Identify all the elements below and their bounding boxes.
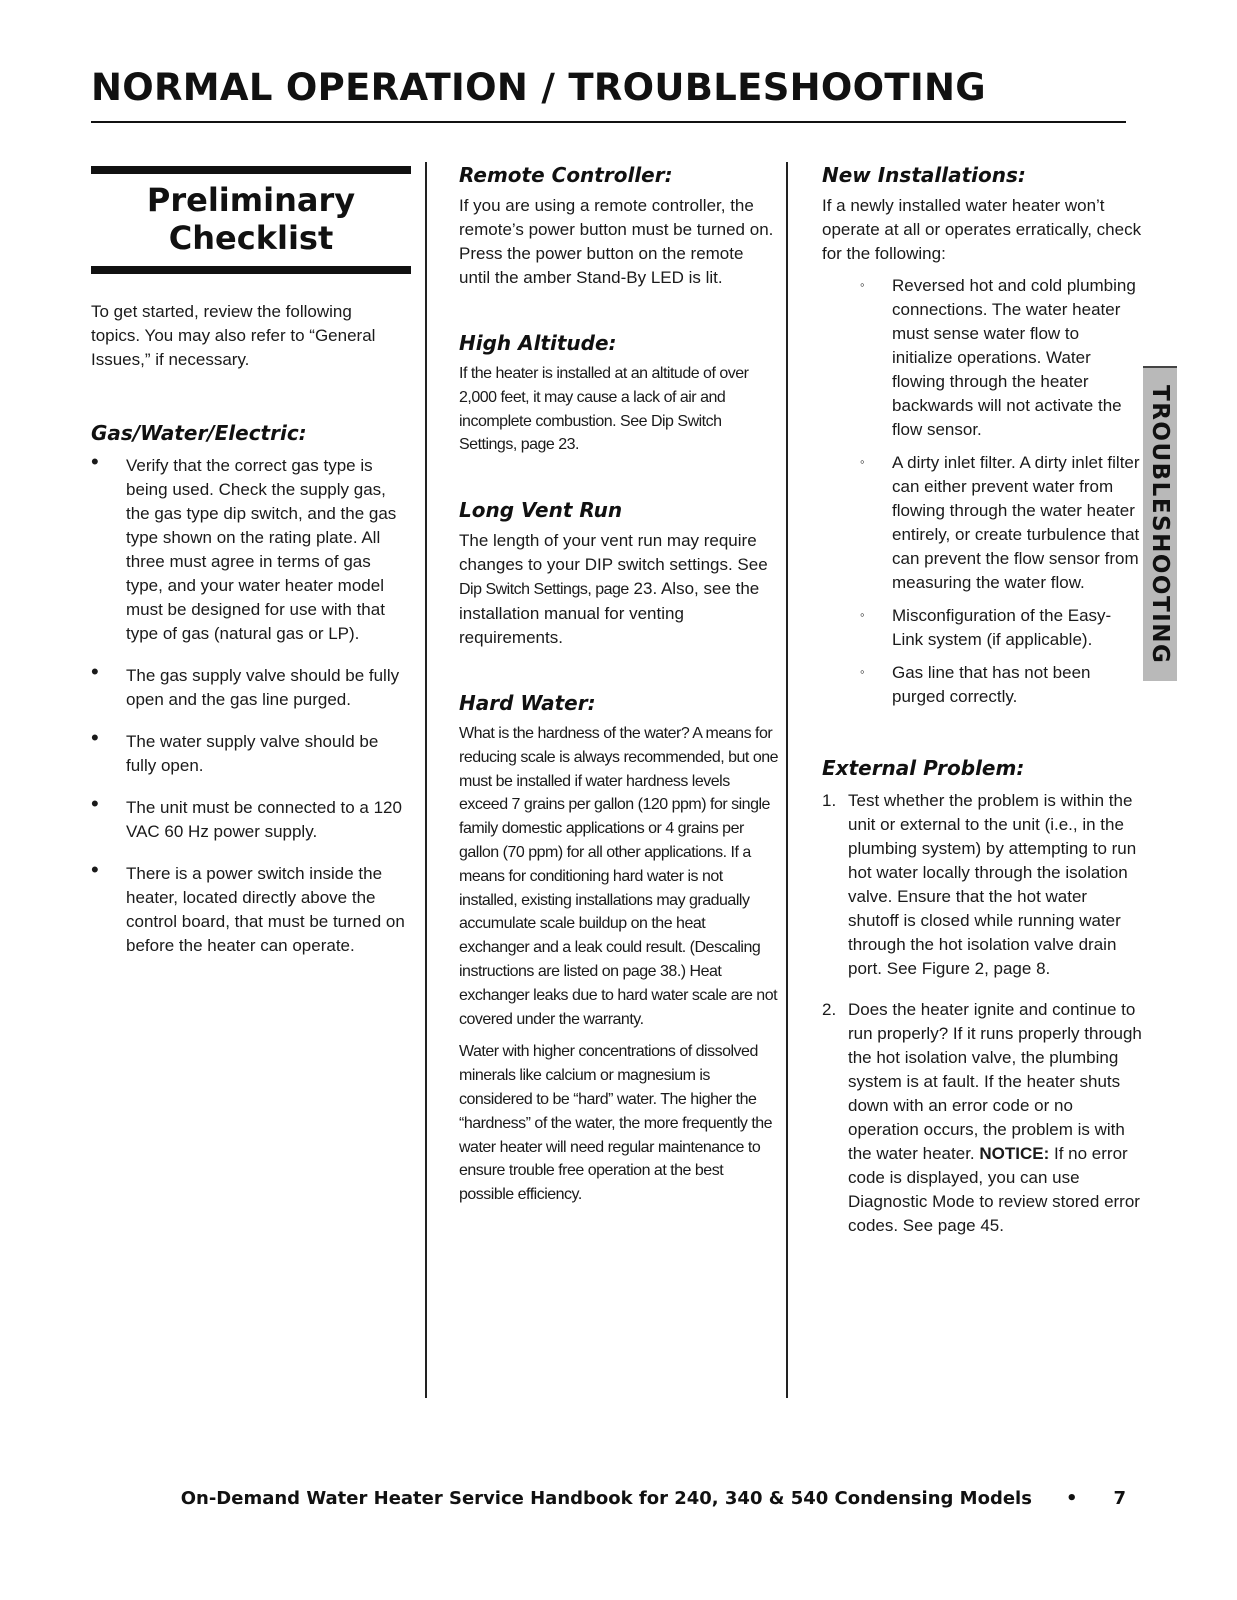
item-number: 1. bbox=[822, 791, 837, 810]
new-installations-intro: If a newly installed water heater won’t operate at all or operates erratically, check for the following: bbox=[822, 196, 1142, 263]
long-vent-run-text bbox=[459, 529, 779, 650]
list-item bbox=[822, 661, 1142, 709]
high-altitude-section bbox=[459, 328, 779, 457]
list-item-text: The unit must be connected to a 120 VAC 60 Hz power supply. bbox=[126, 798, 402, 841]
footer-title: On-Demand Water Heater Service Handbook for 240, 340 & 540 Condensing Models bbox=[180, 1488, 1032, 1509]
external-problem-heading: External Problem: bbox=[822, 756, 1025, 780]
page-footer bbox=[181, 1488, 1126, 1509]
checklist-title-line2: Checklist bbox=[168, 219, 334, 257]
bullet-glyph: • bbox=[91, 725, 99, 750]
long-vent-run-section bbox=[459, 495, 779, 650]
list-item bbox=[822, 789, 1142, 981]
intro-paragraph bbox=[91, 300, 411, 372]
list-item bbox=[822, 274, 1142, 442]
list-item bbox=[91, 449, 411, 646]
hard-water-paragraph-2: Water with higher concentrations of dissolved minerals like calcium or magnesium is considered to be “hard” water. The higher the “hardness” of the water, the more frequently the water heater will need regular maintenance to ensure trouble free operation at the best possible efficiency. bbox=[459, 1043, 773, 1204]
list-item bbox=[91, 791, 411, 844]
gas-water-electric-list bbox=[91, 449, 411, 958]
column-right bbox=[822, 160, 1142, 1276]
page-number: 7 bbox=[1113, 1488, 1126, 1509]
list-item-text: A dirty inlet filter. A dirty inlet filter can either prevent water from flowing through the water heater entirely, or create turbulence that can prevent the flow sensor from measuring the water flow. bbox=[892, 453, 1140, 592]
new-installations-list bbox=[822, 274, 1142, 709]
hard-water-section bbox=[459, 688, 779, 1207]
column-divider-left bbox=[425, 162, 427, 1398]
new-installations-section bbox=[822, 160, 1142, 709]
external-problem-list bbox=[822, 789, 1142, 1238]
list-item-text: The gas supply valve should be fully open and the gas line purged. bbox=[126, 666, 400, 709]
bullet-glyph: • bbox=[91, 791, 99, 816]
circle-bullet-glyph: ◦ bbox=[860, 454, 865, 469]
hard-water-heading: Hard Water: bbox=[459, 690, 596, 715]
footer-separator: • bbox=[1065, 1488, 1078, 1509]
long-vent-run-text-c: 23. Also, see the installation manual for venting requirements. bbox=[459, 579, 760, 647]
checklist-title-line1: Preliminary bbox=[146, 181, 356, 219]
title-rule bbox=[91, 121, 1126, 123]
high-altitude-text: If the heater is installed at an altitude of over 2,000 feet, it may cause a lack of air and incomplete combustion. See Dip Switch Settings, page 23. bbox=[459, 365, 749, 454]
column-left bbox=[91, 166, 411, 976]
list-item bbox=[91, 725, 411, 778]
list-item bbox=[822, 451, 1142, 595]
remote-controller-heading: Remote Controller: bbox=[459, 163, 673, 187]
notice-label: NOTICE: bbox=[979, 1144, 1050, 1163]
high-altitude-heading: High Altitude: bbox=[459, 331, 617, 355]
circle-bullet-glyph: ◦ bbox=[860, 607, 865, 622]
intro-line-2: topics. You may also refer to “General bbox=[91, 326, 376, 345]
list-item-text: Gas line that has not been purged correctly. bbox=[892, 663, 1091, 706]
list-item-text: Reversed hot and cold plumbing connections. The water heater must sense water flow to initialize operations. Water flowing through the heater backwards will not activate the flow sensor. bbox=[892, 276, 1136, 439]
intro-line-3: Issues,” if necessary. bbox=[91, 350, 250, 369]
circle-bullet-glyph: ◦ bbox=[860, 664, 865, 679]
long-vent-run-text-a: The length of your vent run may require changes to your DIP switch settings. See bbox=[459, 531, 768, 575]
column-divider-right bbox=[786, 162, 788, 1398]
list-item-text-a: Does the heater ignite and continue to run properly? If it runs properly through the hot isolation valve, the plumbing system is at fault. If the heater shuts down with an error code or no operation occurs, the problem is with the water heater. bbox=[848, 1000, 1142, 1163]
hard-water-paragraph-1: What is the hardness of the water? A means for reducing scale is always recommended, but one must be installed if water hardness levels exceed 7 grains per gallon (120 ppm) for single family domestic applications or 4 grains per gallon (70 ppm) for all other applications. If a means for conditioning hard water is not installed, existing installations may gradually accumulate scale buildup on the heat exchanger and a leak could result. (Descaling instructions are listed on page 38.) Heat exchanger leaks due to hard water scale are not covered under the warranty. bbox=[459, 724, 779, 1028]
troubleshooting-side-tab bbox=[1143, 366, 1177, 681]
bullet-glyph: • bbox=[91, 449, 99, 474]
list-item bbox=[822, 604, 1142, 652]
new-installations-heading: New Installations: bbox=[822, 163, 1026, 187]
external-problem-section bbox=[822, 753, 1142, 1238]
remote-controller-section bbox=[459, 160, 779, 290]
bullet-glyph: • bbox=[91, 857, 99, 882]
dip-switch-reference: Dip Switch Settings, page bbox=[459, 581, 629, 599]
list-item-text: There is a power switch inside the heater, located directly above the control board, that must be turned on before the heater can operate. bbox=[126, 864, 405, 955]
side-tab-label: TROUBLESHOOTING bbox=[1147, 384, 1173, 665]
item-number: 2. bbox=[822, 1000, 837, 1019]
checklist-title-box bbox=[91, 166, 411, 274]
intro-line-1: To get started, review the following bbox=[91, 302, 352, 321]
remote-controller-text: If you are using a remote controller, the remote’s power button must be turned on. Press the power button on the remote until the amber Stand-By LED is lit. bbox=[459, 196, 774, 287]
page-title: NORMAL OPERATION / TROUBLESHOOTING bbox=[91, 66, 986, 109]
long-vent-run-heading: Long Vent Run bbox=[459, 498, 623, 523]
bullet-glyph: • bbox=[91, 659, 99, 684]
gas-water-electric-heading: Gas/Water/Electric: bbox=[91, 421, 307, 445]
list-item-text: Verify that the correct gas type is being used. Check the supply gas, the gas type dip switch, and the gas type shown on the rating plate. All three must agree in terms of gas type, and your water heater model must be designed for use with that type of gas (natural gas or LP). bbox=[126, 456, 397, 643]
list-item-text: The water supply valve should be fully open. bbox=[126, 732, 379, 775]
list-item bbox=[91, 659, 411, 712]
list-item-text: Test whether the problem is within the unit or external to the unit (i.e., in the plumbing system) by attempting to run hot water locally through the isolation valve. Ensure that the hot water shutoff is closed while running water through the hot isolation valve drain port. See Figure 2, page 8. bbox=[848, 791, 1137, 978]
list-item-text-b: If no error code is displayed, you can use Diagnostic Mode to review stored error codes. See page 45. bbox=[848, 1144, 1140, 1235]
circle-bullet-glyph: ◦ bbox=[860, 277, 865, 292]
list-item bbox=[822, 998, 1142, 1238]
column-middle bbox=[459, 160, 779, 1245]
list-item-text: Misconfiguration of the Easy-Link system (if applicable). bbox=[892, 606, 1112, 649]
list-item bbox=[91, 857, 411, 958]
